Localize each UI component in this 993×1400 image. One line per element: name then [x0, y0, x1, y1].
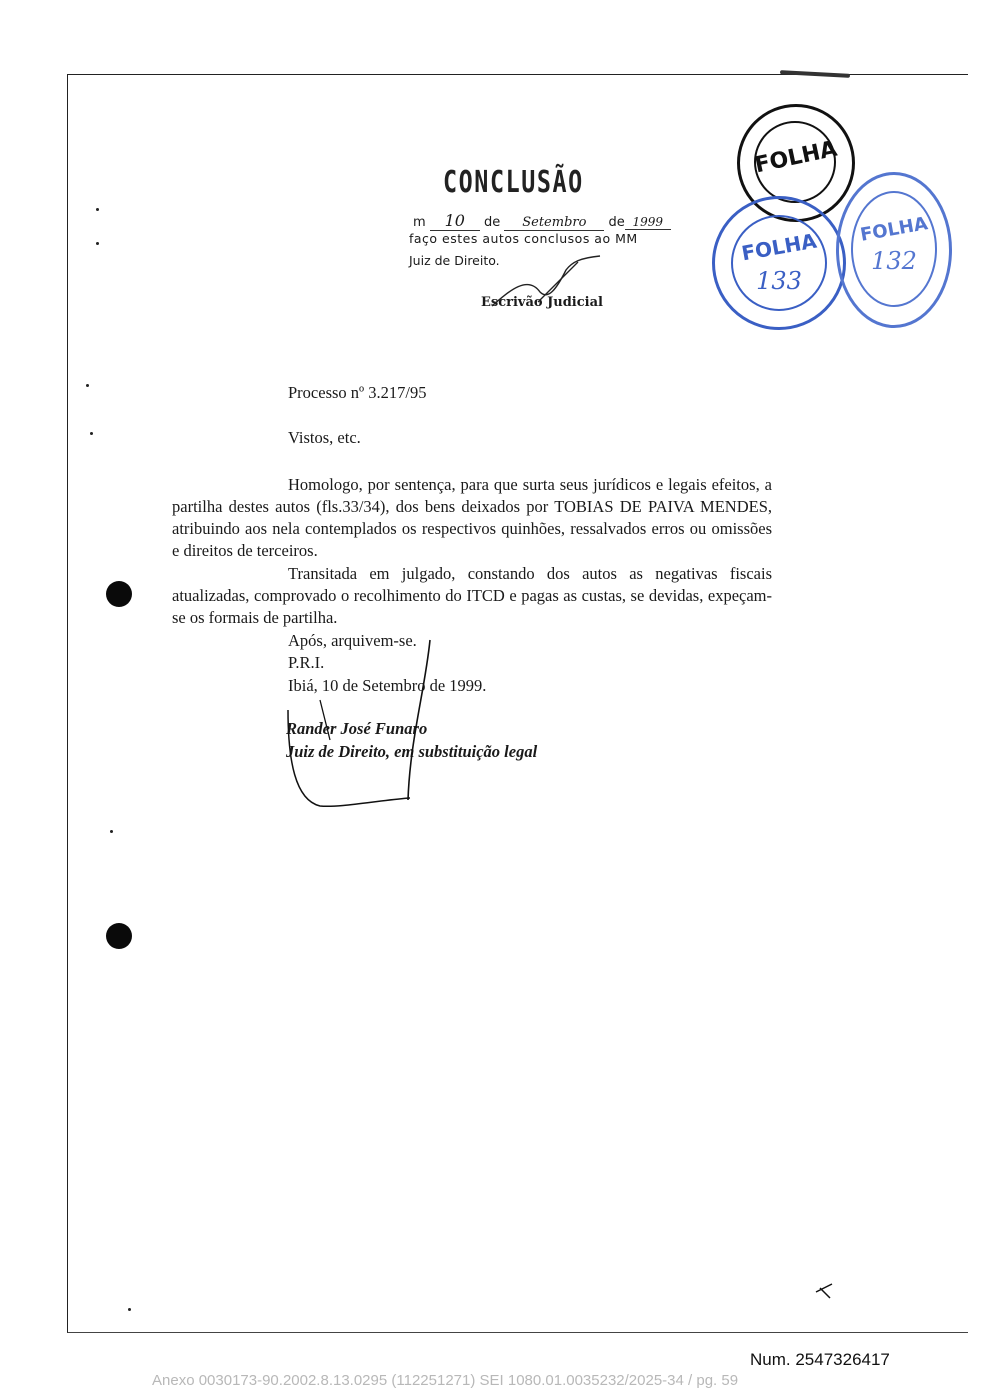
- stamp-date-day: 10: [430, 211, 480, 231]
- corner-mark: [816, 1284, 832, 1298]
- seal-number: 132: [871, 247, 917, 275]
- stamp-line-juiz: Juiz de Direito.: [409, 253, 500, 268]
- seal-label: FOLHA: [858, 213, 930, 246]
- judge-signature-stroke: [320, 700, 330, 740]
- stamp-date-month: Setembro: [504, 215, 604, 231]
- stamp-date-de2: de: [608, 215, 625, 230]
- escrivao-signature: [492, 256, 600, 306]
- vistos-line: Vistos, etc.: [288, 428, 361, 447]
- speck: [128, 1308, 131, 1311]
- document-number: Num. 2547326417: [750, 1350, 890, 1369]
- paragraph-transitada: Transitada em julgado, constando dos autos as negativas fiscais atualizadas, comprovado o recolhimento do ITCD e pagas as custas, se devidas, expeçam-se os formais de partilha.: [172, 564, 772, 627]
- seal-label: FOLHA: [739, 228, 819, 266]
- punch-hole: [106, 923, 132, 949]
- paragraph-homologo: Homologo, por sentença, para que surta seus jurídicos e legais efeitos, a partilha destes autos (fls.33/34), dos bens deixados por TOBIAS DE PAIVA MENDES, atribuindo aos nela contemplados os respectivos quinhões, ressalvados erros ou omissões e direitos de terceiros.: [172, 475, 772, 560]
- signer-role: Juiz de Direito, em substituição legal: [286, 742, 538, 761]
- punch-hole: [106, 581, 132, 607]
- seal-number: 133: [756, 267, 802, 295]
- judge-signature-loop: [288, 710, 410, 806]
- speck: [96, 208, 99, 211]
- signer-name: Rander José Funaro: [286, 719, 428, 738]
- speck: [86, 384, 89, 387]
- stamp-title: CONCLUSÃO: [443, 165, 584, 200]
- stamp-date-de: de: [483, 215, 501, 230]
- pri-line: P.R.I.: [288, 653, 325, 672]
- place-date-line: Ibiá, 10 de Setembro de 1999.: [288, 676, 487, 695]
- stamp-signatory: Escrivão Judicial: [481, 295, 603, 310]
- stamp-date-prefix: m: [413, 215, 426, 230]
- seal-label: FOLHA: [752, 136, 840, 179]
- stamp-date-year: 1999: [625, 215, 671, 230]
- speck: [110, 830, 113, 833]
- archive-line: Após, arquivem-se.: [288, 631, 417, 650]
- speck: [90, 432, 93, 435]
- speck: [96, 242, 99, 245]
- escrivao-signature-stroke: [538, 262, 578, 302]
- stamp-line-conclusos: faço estes autos conclusos ao MM: [409, 231, 638, 246]
- annex-reference: Anexo 0030173-90.2002.8.13.0295 (112251271) SEI 1080.01.0035232/2025-34 / pg. 59: [152, 1372, 739, 1389]
- judge-signature: [408, 640, 430, 800]
- processo-number: Processo nº 3.217/95: [288, 383, 427, 402]
